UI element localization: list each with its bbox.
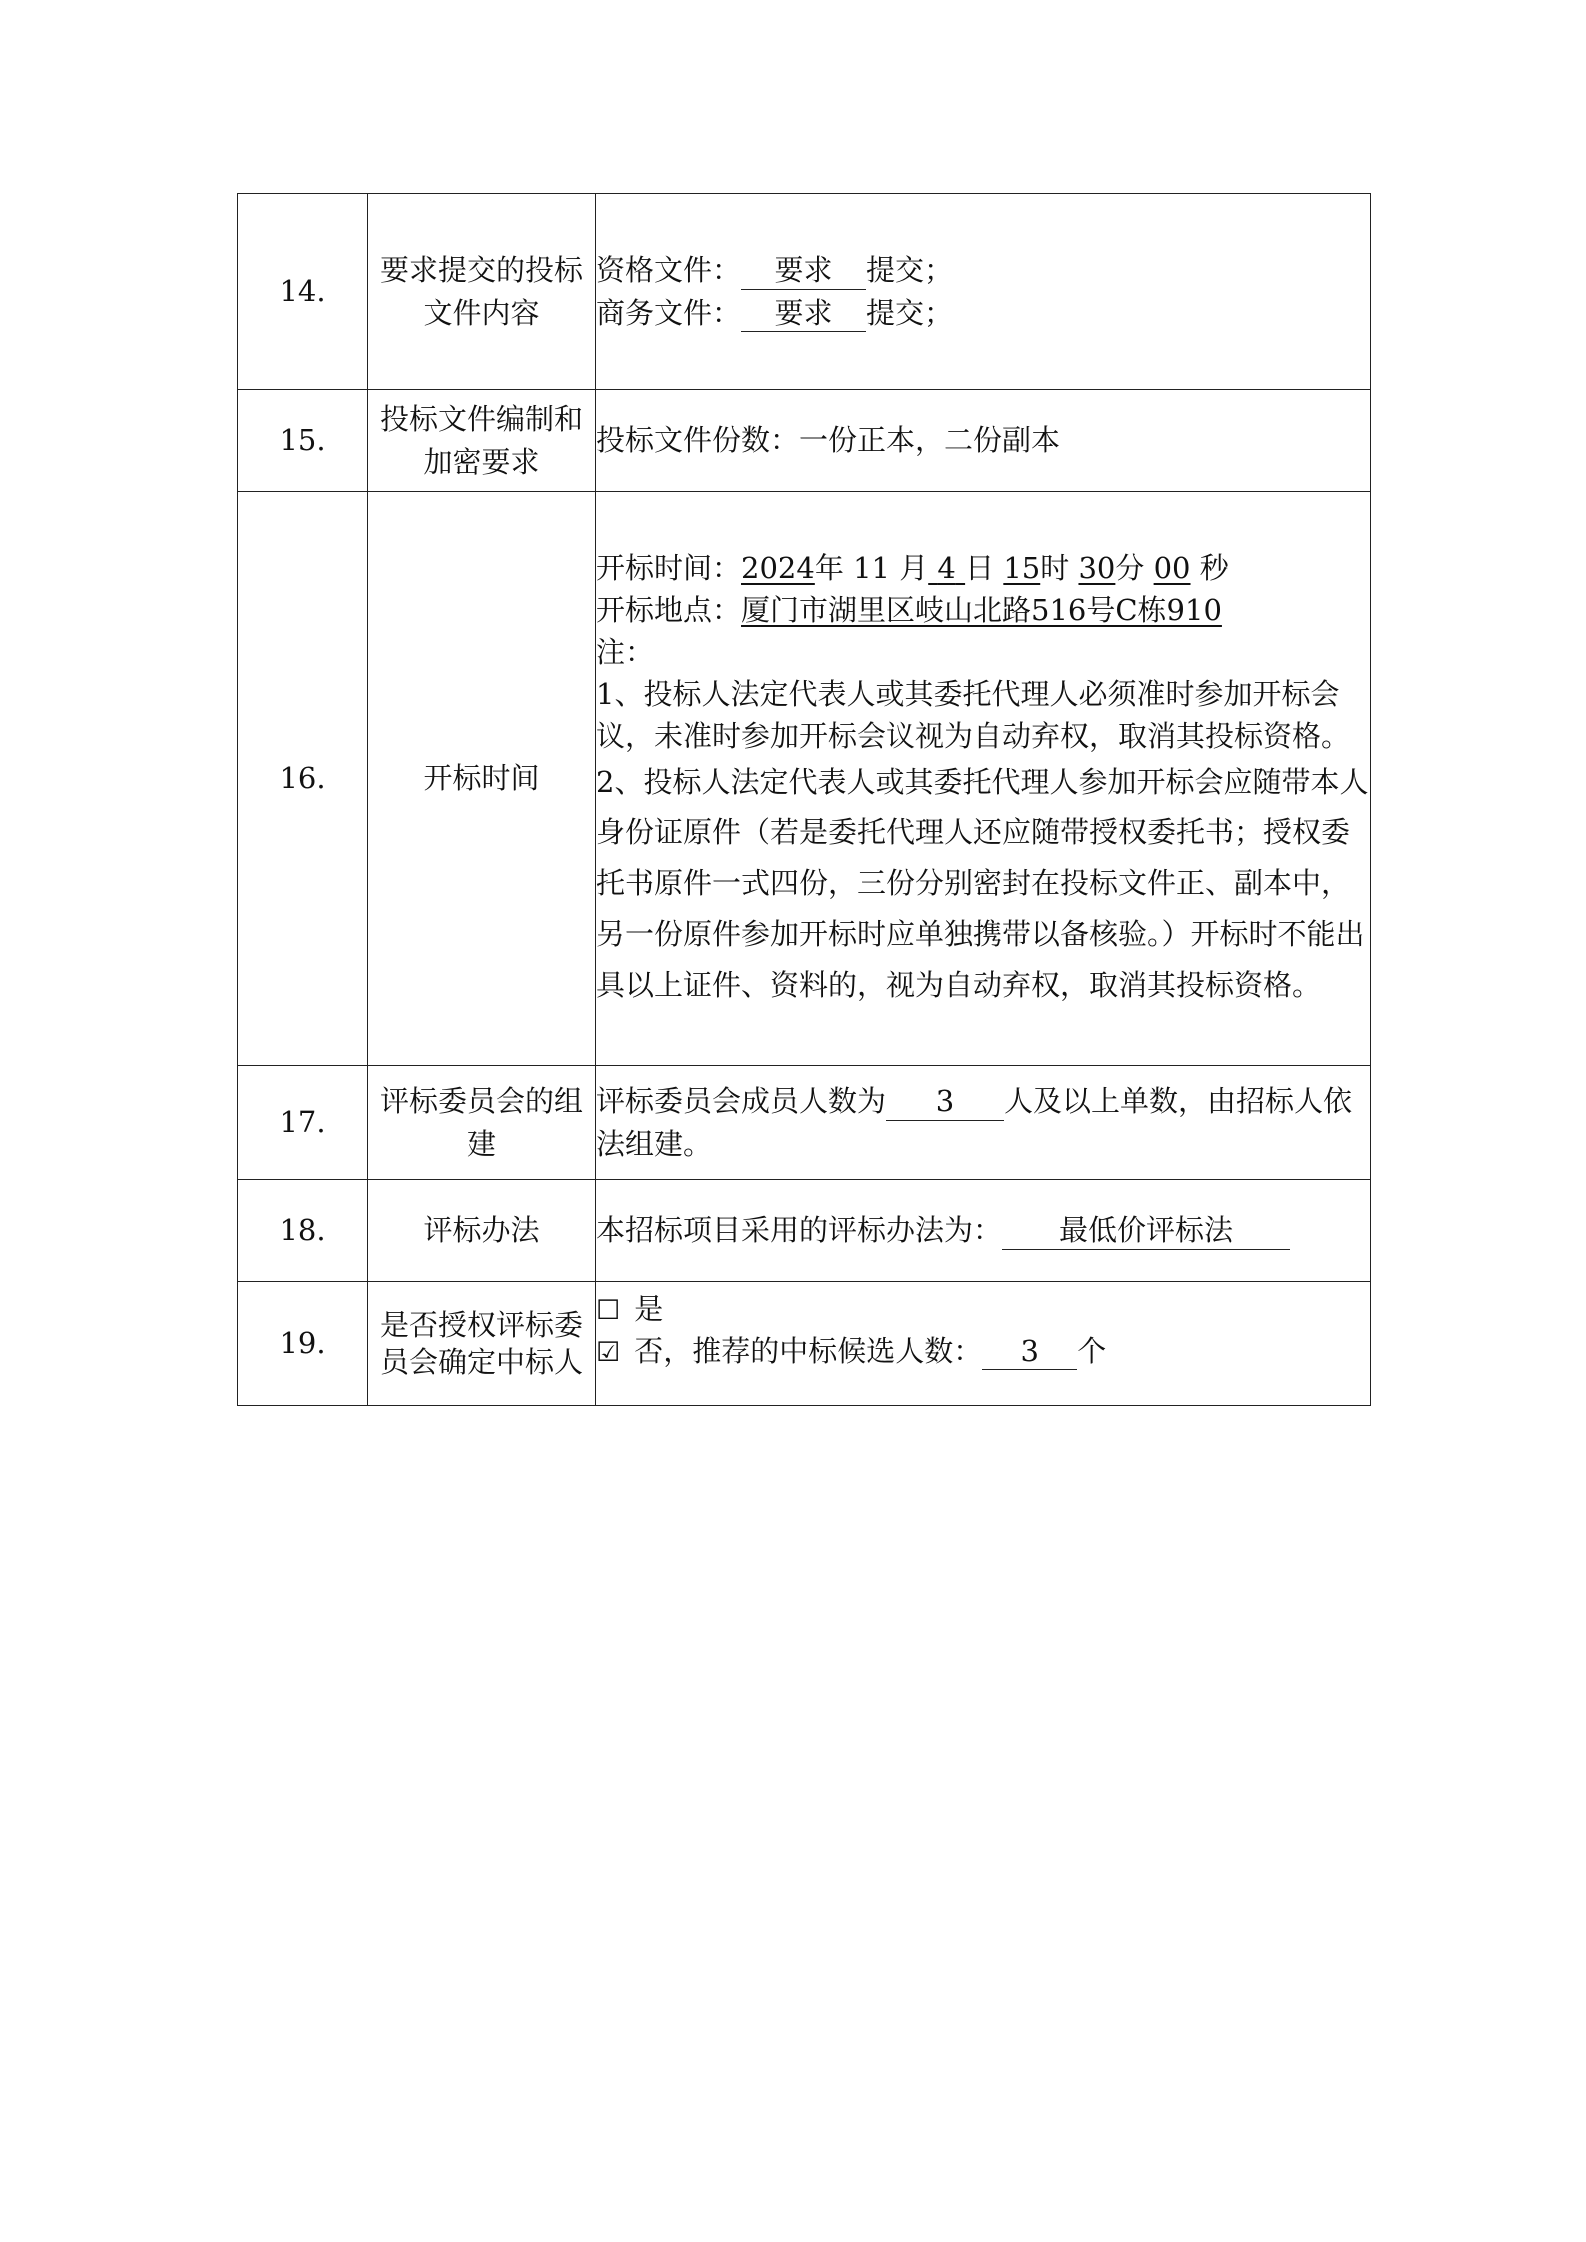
table-row [238,1180,1371,1282]
row-content [596,492,1371,1066]
filled-blank: 3 [982,1333,1077,1370]
opening-place-line: 开标地点：厦门市湖里区岐山北路516号C栋910 [596,592,1222,627]
row-item: 投标文件编制和加密要求 [368,390,596,492]
row-content [596,194,1371,390]
filled-blank: 要求 [741,252,866,289]
option-no: ☑ 否，推荐的中标候选人数： 3 个 [596,1330,1370,1372]
row-number: 19. [238,1282,368,1406]
checkbox-checked-icon: ☑ [596,1337,621,1369]
row-content [596,1282,1371,1406]
row-number: 14. [238,194,368,390]
note-label: 注： [596,634,655,669]
row-number: 18. [238,1180,368,1282]
row-number: 16. [238,492,368,1066]
opening-time-line: 开标时间：2024年 11 月 4 日 15时 30分 00 秒 [596,550,1229,585]
table-row [238,390,1371,492]
option-yes: ☐ 是 [596,1292,664,1326]
note-2: 2、投标人法定代表人或其委托代理人参加开标会应随带本人身份证原件（若是委托代理人还应随带授权委托书；授权委托书原件一式四份，三份分别密封在投标文件正、副本中，另一份原件参加开标时应单独携带以备核验。）开标时不能出具以上证件、资料的，视为自动弃权，取消其投标资格。 [596,764,1369,1002]
row-item: 开标时间 [368,492,596,1066]
tender-info-table [237,193,1371,1406]
filled-blank: 3 [886,1083,1004,1120]
row-content: 评标委员会成员人数为 3 人及以上单数，由招标人依法组建。 [596,1066,1371,1180]
filled-blank: 要求 [741,295,866,332]
row-item: 评标办法 [368,1180,596,1282]
row-content: 本招标项目采用的评标办法为： 最低价评标法 [596,1180,1371,1282]
row-item: 要求提交的投标文件内容 [368,194,596,390]
checkbox-unchecked-icon: ☐ [596,1295,621,1326]
row-item: 是否授权评标委员会确定中标人 [368,1282,596,1406]
note-1: 1、投标人法定代表人或其委托代理人必须准时参加开标会议，未准时参加开标会议视为自动弃权，取消其投标资格。 [596,676,1351,753]
table-row [238,492,1371,1066]
content-line: 商务文件： 要求 提交； [596,292,1370,334]
row-number: 15. [238,390,368,492]
table-row [238,1066,1371,1180]
row-item: 评标委员会的组建 [368,1066,596,1180]
content-line: 资格文件： 要求 提交； [596,249,1370,291]
table-row [238,194,1371,390]
filled-blank: 最低价评标法 [1002,1212,1290,1249]
row-number: 17. [238,1066,368,1180]
row-content: 投标文件份数：一份正本，二份副本 [596,390,1371,492]
table-row [238,1282,1371,1406]
